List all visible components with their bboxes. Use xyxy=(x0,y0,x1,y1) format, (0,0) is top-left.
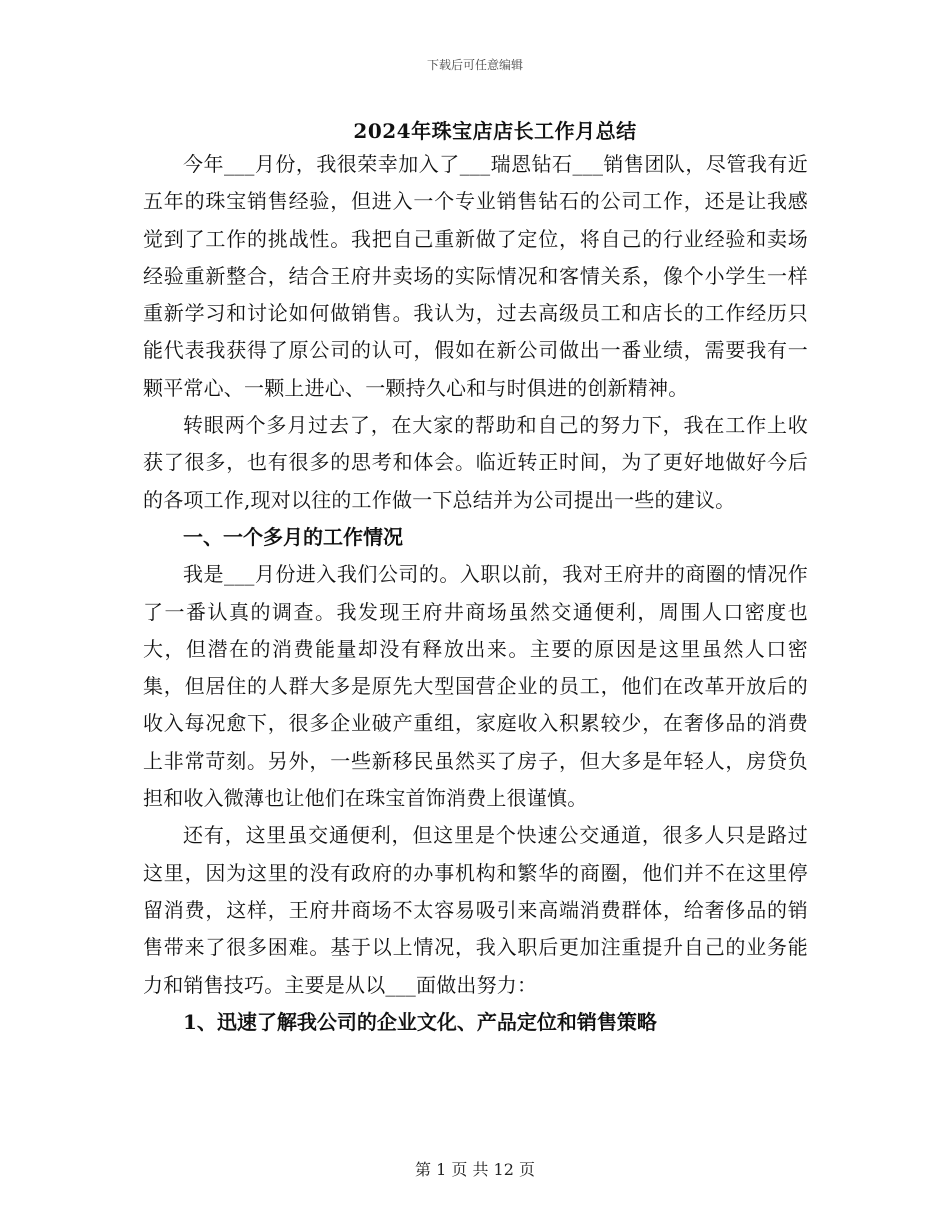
section-heading-1: 一、一个多月的工作情况 xyxy=(183,524,403,549)
page-footer: 第 1 页 共 12 页 xyxy=(415,1160,535,1179)
section1-paragraph-2: 还有，这里虽交通便利，但这里是个快速公交通道，很多人只是路过这里，因为这里的没有政府的办事机构和繁华的商圈，他们并不在这里停留消费，这样，王府井商场不太容易吸引来高端消费群体，给奢侈品的销售带来了很多困难。基于以上情况，我入职后更加注重提升自己的业务能力和销售技巧。主要是从以___面做出努力： xyxy=(143,823,808,997)
section1-paragraph-1: 我是___月份进入我们公司的。入职以前，我对王府井的商圈的情况作了一番认真的调查。我发现王府井商场虽然交通便利，周围人口密度也大，但潜在的消费能量却没有释放出来。主要的原因是这里虽然人口密集，但居住的人群大多是原先大型国营企业的员工，他们在改革开放后的收入每况愈下，很多企业破产重组，家庭收入积累较少，在奢侈品的消费上非常苛刻。另外，一些新移民虽然买了房子，但大多是年轻人，房贷负担和收入微薄也让他们在珠宝首饰消费上很谨慎。 xyxy=(143,562,808,811)
document-title: 2024年珠宝店店长工作月总结 xyxy=(353,119,637,143)
intro-paragraph-2: 转眼两个多月过去了，在大家的帮助和自己的努力下，我在工作上收获了很多，也有很多的思考和体会。临近转正时间，为了更好地做好今后的各项工作,现对以往的工作做一下总结并为公司提出一些的建议。 xyxy=(143,413,808,512)
page-header: 下载后可任意编辑 xyxy=(426,58,523,72)
intro-paragraph-1: 今年___月份，我很荣幸加入了___瑞恩钻石___销售团队，尽管我有近五年的珠宝销售经验，但进入一个专业销售钻石的公司工作，还是让我感觉到了工作的挑战性。我把自己重新做了定位，将自己的行业经验和卖场经验重新整合，结合王府井卖场的实际情况和客情关系，像个小学生一样重新学习和讨论如何做销售。我认为，过去高级员工和店长的工作经历只能代表我获得了原公司的认可，假如在新公司做出一番业绩，需要我有一颗平常心、一颗上进心、一颗持久心和与时俱进的创新精神。 xyxy=(143,152,808,400)
subheading-1: 1、迅速了解我公司的企业文化、产品定位和销售策略 xyxy=(183,1009,657,1034)
document-body xyxy=(143,146,808,1041)
